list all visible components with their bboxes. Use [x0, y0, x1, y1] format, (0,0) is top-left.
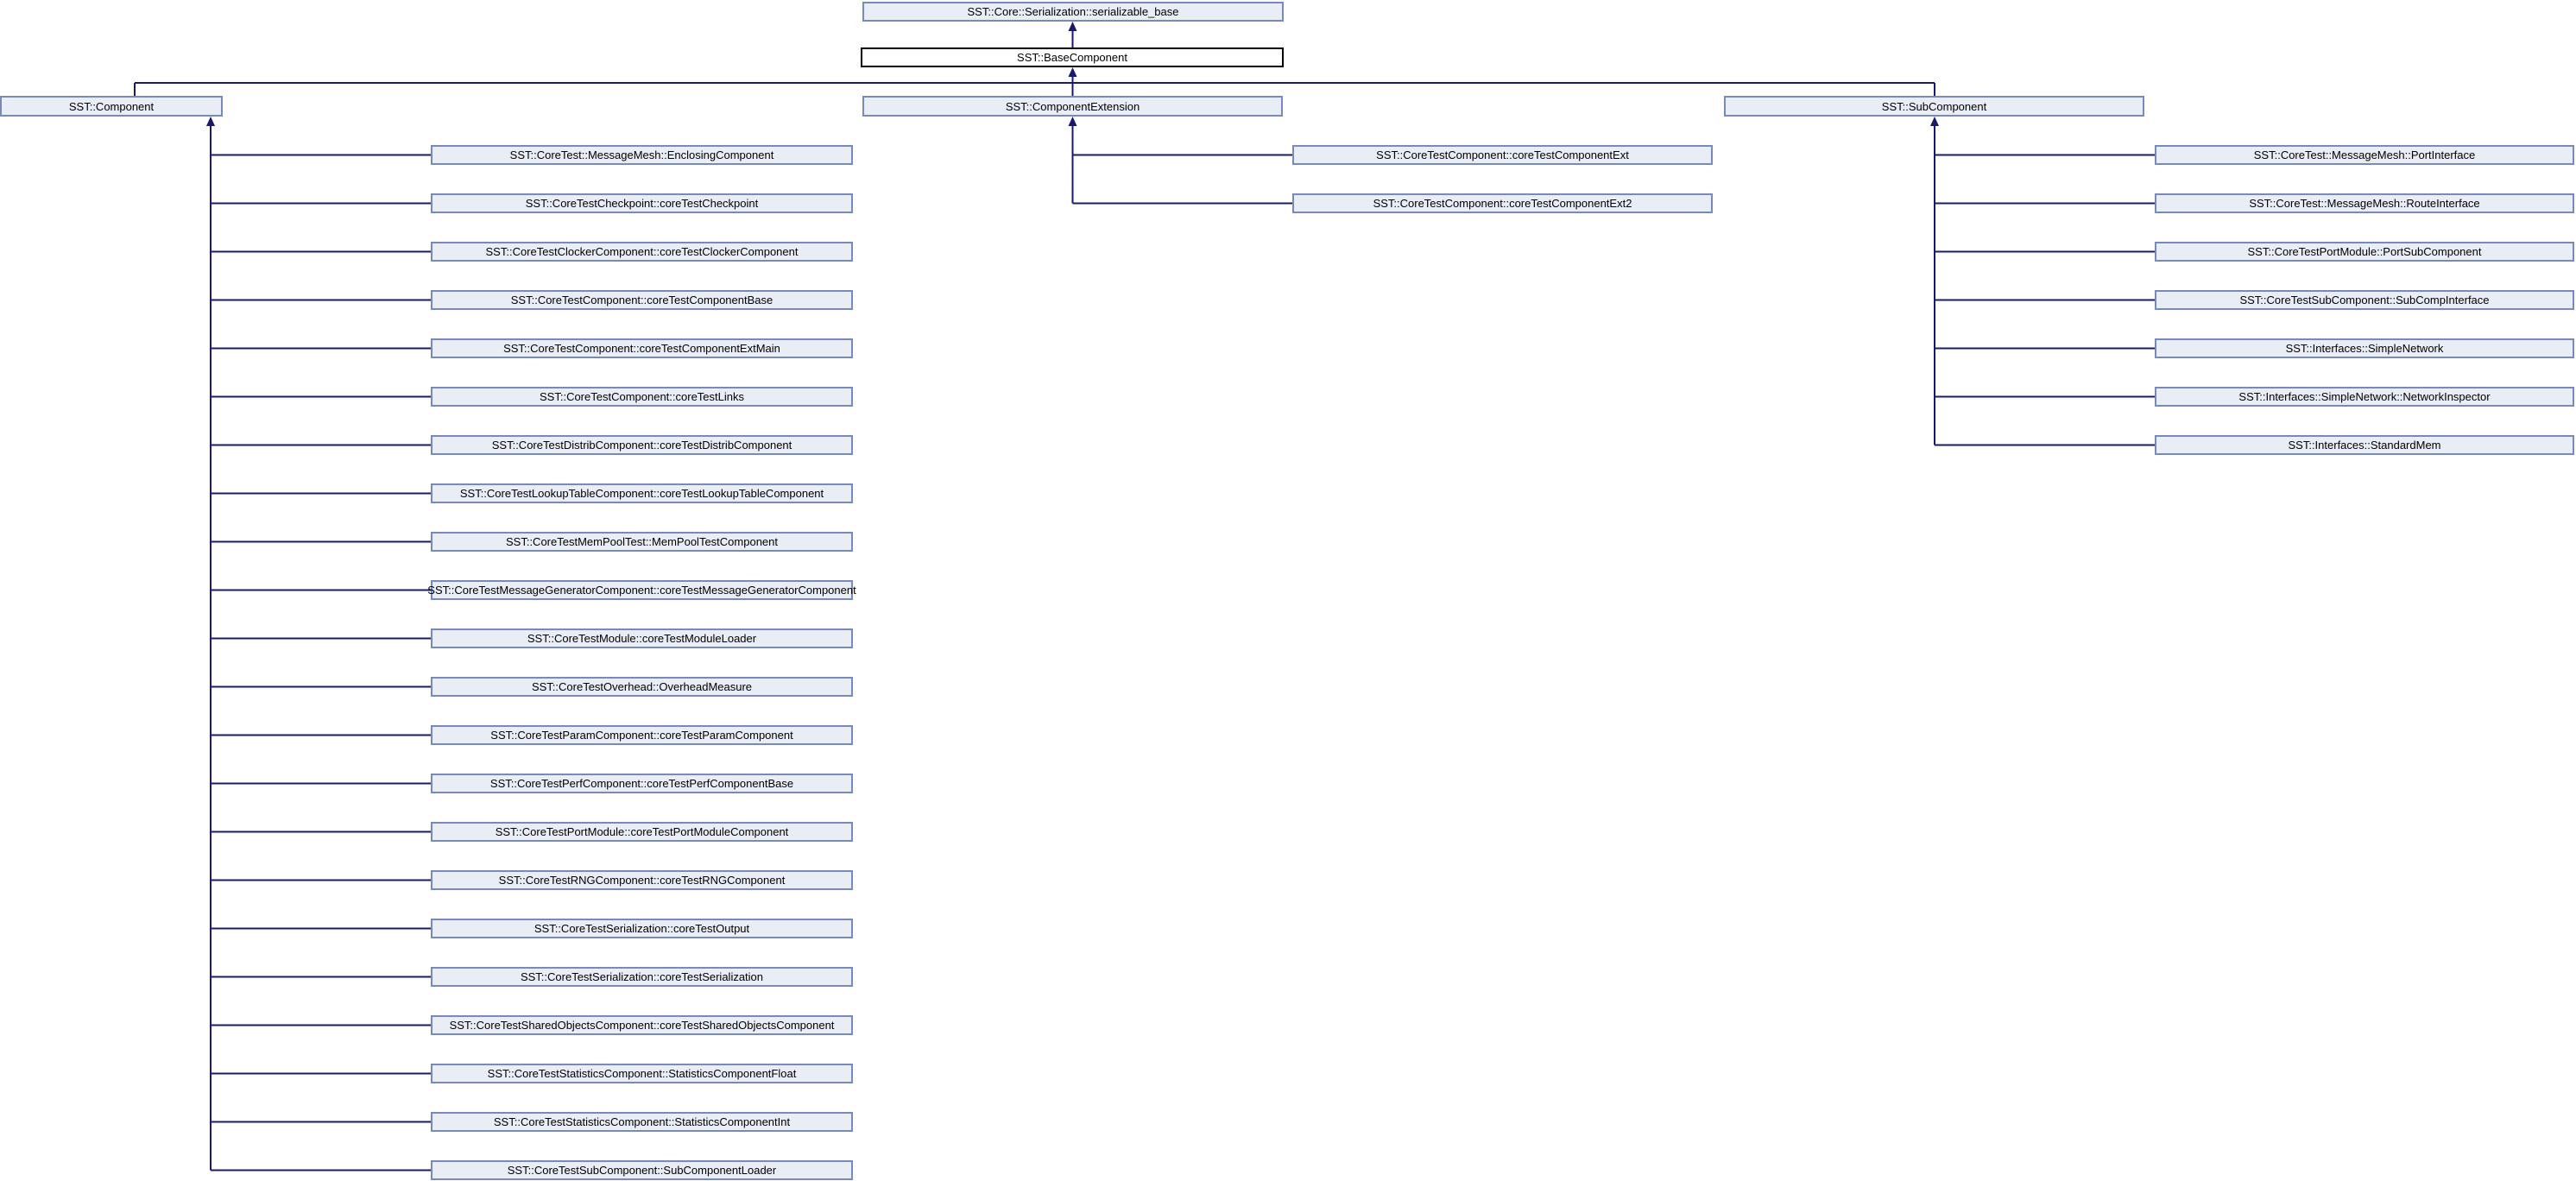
class-node-sub-component[interactable]: SST::SubComponent: [1724, 96, 2144, 117]
class-node[interactable]: SST::Interfaces::SimpleNetwork: [2155, 338, 2574, 358]
class-node-serializable-base[interactable]: SST::Core::Serialization::serializable_base: [862, 2, 1284, 22]
class-node[interactable]: SST::CoreTestComponent::coreTestComponentBase: [431, 290, 853, 310]
class-node[interactable]: SST::CoreTestSharedObjectsComponent::coreTestSharedObjectsComponent: [431, 1015, 853, 1035]
class-node[interactable]: SST::CoreTestMessageGeneratorComponent::coreTestMessageGeneratorComponent: [431, 580, 853, 600]
class-node[interactable]: SST::Interfaces::SimpleNetwork::NetworkInspector: [2155, 387, 2574, 407]
class-node[interactable]: SST::CoreTestPortModule::PortSubComponent: [2155, 242, 2574, 262]
class-node[interactable]: SST::CoreTestCheckpoint::coreTestCheckpoint: [431, 193, 853, 213]
class-node[interactable]: SST::CoreTestMemPoolTest::MemPoolTestComponent: [431, 532, 853, 552]
class-node[interactable]: SST::CoreTest::MessageMesh::EnclosingComponent: [431, 145, 853, 165]
class-node[interactable]: SST::CoreTest::MessageMesh::RouteInterface: [2155, 193, 2574, 213]
class-node[interactable]: SST::CoreTestComponent::coreTestComponentExtMain: [431, 338, 853, 358]
class-node[interactable]: SST::CoreTestSerialization::coreTestSerialization: [431, 967, 853, 987]
class-node[interactable]: SST::CoreTestLookupTableComponent::coreTestLookupTableComponent: [431, 483, 853, 503]
class-node[interactable]: SST::CoreTestSerialization::coreTestOutput: [431, 919, 853, 938]
class-node[interactable]: SST::CoreTestSubComponent::SubComponentLoader: [431, 1160, 853, 1180]
class-node[interactable]: SST::CoreTestComponent::coreTestComponentExt: [1292, 145, 1713, 165]
class-node-base-component[interactable]: SST::BaseComponent: [861, 47, 1284, 67]
class-node[interactable]: SST::CoreTestClockerComponent::coreTestClockerComponent: [431, 242, 853, 262]
class-node[interactable]: SST::CoreTest::MessageMesh::PortInterface: [2155, 145, 2574, 165]
class-node[interactable]: SST::CoreTestStatisticsComponent::StatisticsComponentInt: [431, 1112, 853, 1132]
class-node[interactable]: SST::CoreTestSubComponent::SubCompInterface: [2155, 290, 2574, 310]
class-node[interactable]: SST::CoreTestPerfComponent::coreTestPerfComponentBase: [431, 774, 853, 793]
class-node[interactable]: SST::CoreTestPortModule::coreTestPortModuleComponent: [431, 822, 853, 842]
class-node-component-extension[interactable]: SST::ComponentExtension: [862, 96, 1283, 117]
class-node[interactable]: SST::Interfaces::StandardMem: [2155, 435, 2574, 455]
class-node[interactable]: SST::CoreTestModule::coreTestModuleLoader: [431, 628, 853, 648]
class-node[interactable]: SST::CoreTestParamComponent::coreTestParamComponent: [431, 725, 853, 745]
class-node[interactable]: SST::CoreTestRNGComponent::coreTestRNGComponent: [431, 870, 853, 890]
class-node[interactable]: SST::CoreTestComponent::coreTestLinks: [431, 387, 853, 407]
class-node[interactable]: SST::CoreTestOverhead::OverheadMeasure: [431, 677, 853, 697]
class-node[interactable]: SST::CoreTestStatisticsComponent::StatisticsComponentFloat: [431, 1064, 853, 1083]
class-node[interactable]: SST::CoreTestComponent::coreTestComponentExt2: [1292, 193, 1713, 213]
class-node-component[interactable]: SST::Component: [0, 96, 223, 117]
class-node[interactable]: SST::CoreTestDistribComponent::coreTestDistribComponent: [431, 435, 853, 455]
